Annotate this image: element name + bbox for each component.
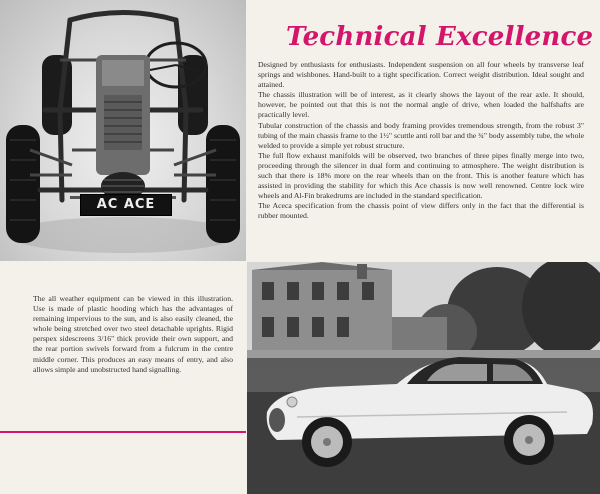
car-illustration bbox=[247, 262, 600, 494]
chassis-illustration bbox=[0, 0, 246, 261]
accent-rule bbox=[0, 431, 246, 433]
body-paragraph: The chassis illustration will be of interest, as it clearly shows the layout of the rear axle. It should, however, be pointed out that this is not the normal angle of drive, when loaded the halfshafts are practically level. bbox=[258, 90, 584, 120]
chassis-photo bbox=[0, 0, 246, 261]
page-title: Technical Excellence bbox=[286, 22, 594, 52]
technical-body-text bbox=[258, 60, 584, 222]
body-paragraph: Designed by enthusiasts for enthusiasts. Independent suspension on all four wheels by transverse leaf springs and wishbones. Hand-built to a tight specification. Correct weight distribution. Ideal sought and attained. bbox=[258, 60, 584, 90]
aceca-car-photo bbox=[247, 262, 600, 494]
weather-equipment-text: The all weather equipment can be viewed in this illustration. Use is made of plastic hooding which has the advantages of remaining impervious to the sun, and is also easily cleaned, the whole being stretched over two steel detachable uprights. Rigid perspex sidescreens 3/16" thick provide their own support, and the rear portion swivels forward from a fulcrum in the centre middle corner. This produces an easy means of entry, and also allows simple and unobstructed hand signalling. bbox=[33, 294, 233, 374]
number-plate: AC ACE bbox=[80, 194, 172, 216]
body-paragraph: Tubular construction of the chassis and body framing provides tremendous strength, from the robust 3" tubing of the main chassis frame to the 1½" scuttle anti roll bar and the ¾" body assembly tube, the whole welded to provide a simple yet robust structure. bbox=[258, 120, 584, 150]
body-paragraph: The full flow exhaust manifolds will be observed, two branches of three pipes finally merge into two, proceeding through the silencer in dual form and continuing to atmosphere. The weight distribution is such that there is 18% more on the rear wheels than on the front. This is another feature which has assisted in providing the stability for which this Ace chassis is now well renowned. Centre lock wire wheels and Al-Fin brakedrums are included in the standard specification. bbox=[258, 150, 584, 201]
body-paragraph: The Aceca specification from the chassis point of view differs only in the fact that the differential is rubber mounted. bbox=[258, 201, 584, 221]
